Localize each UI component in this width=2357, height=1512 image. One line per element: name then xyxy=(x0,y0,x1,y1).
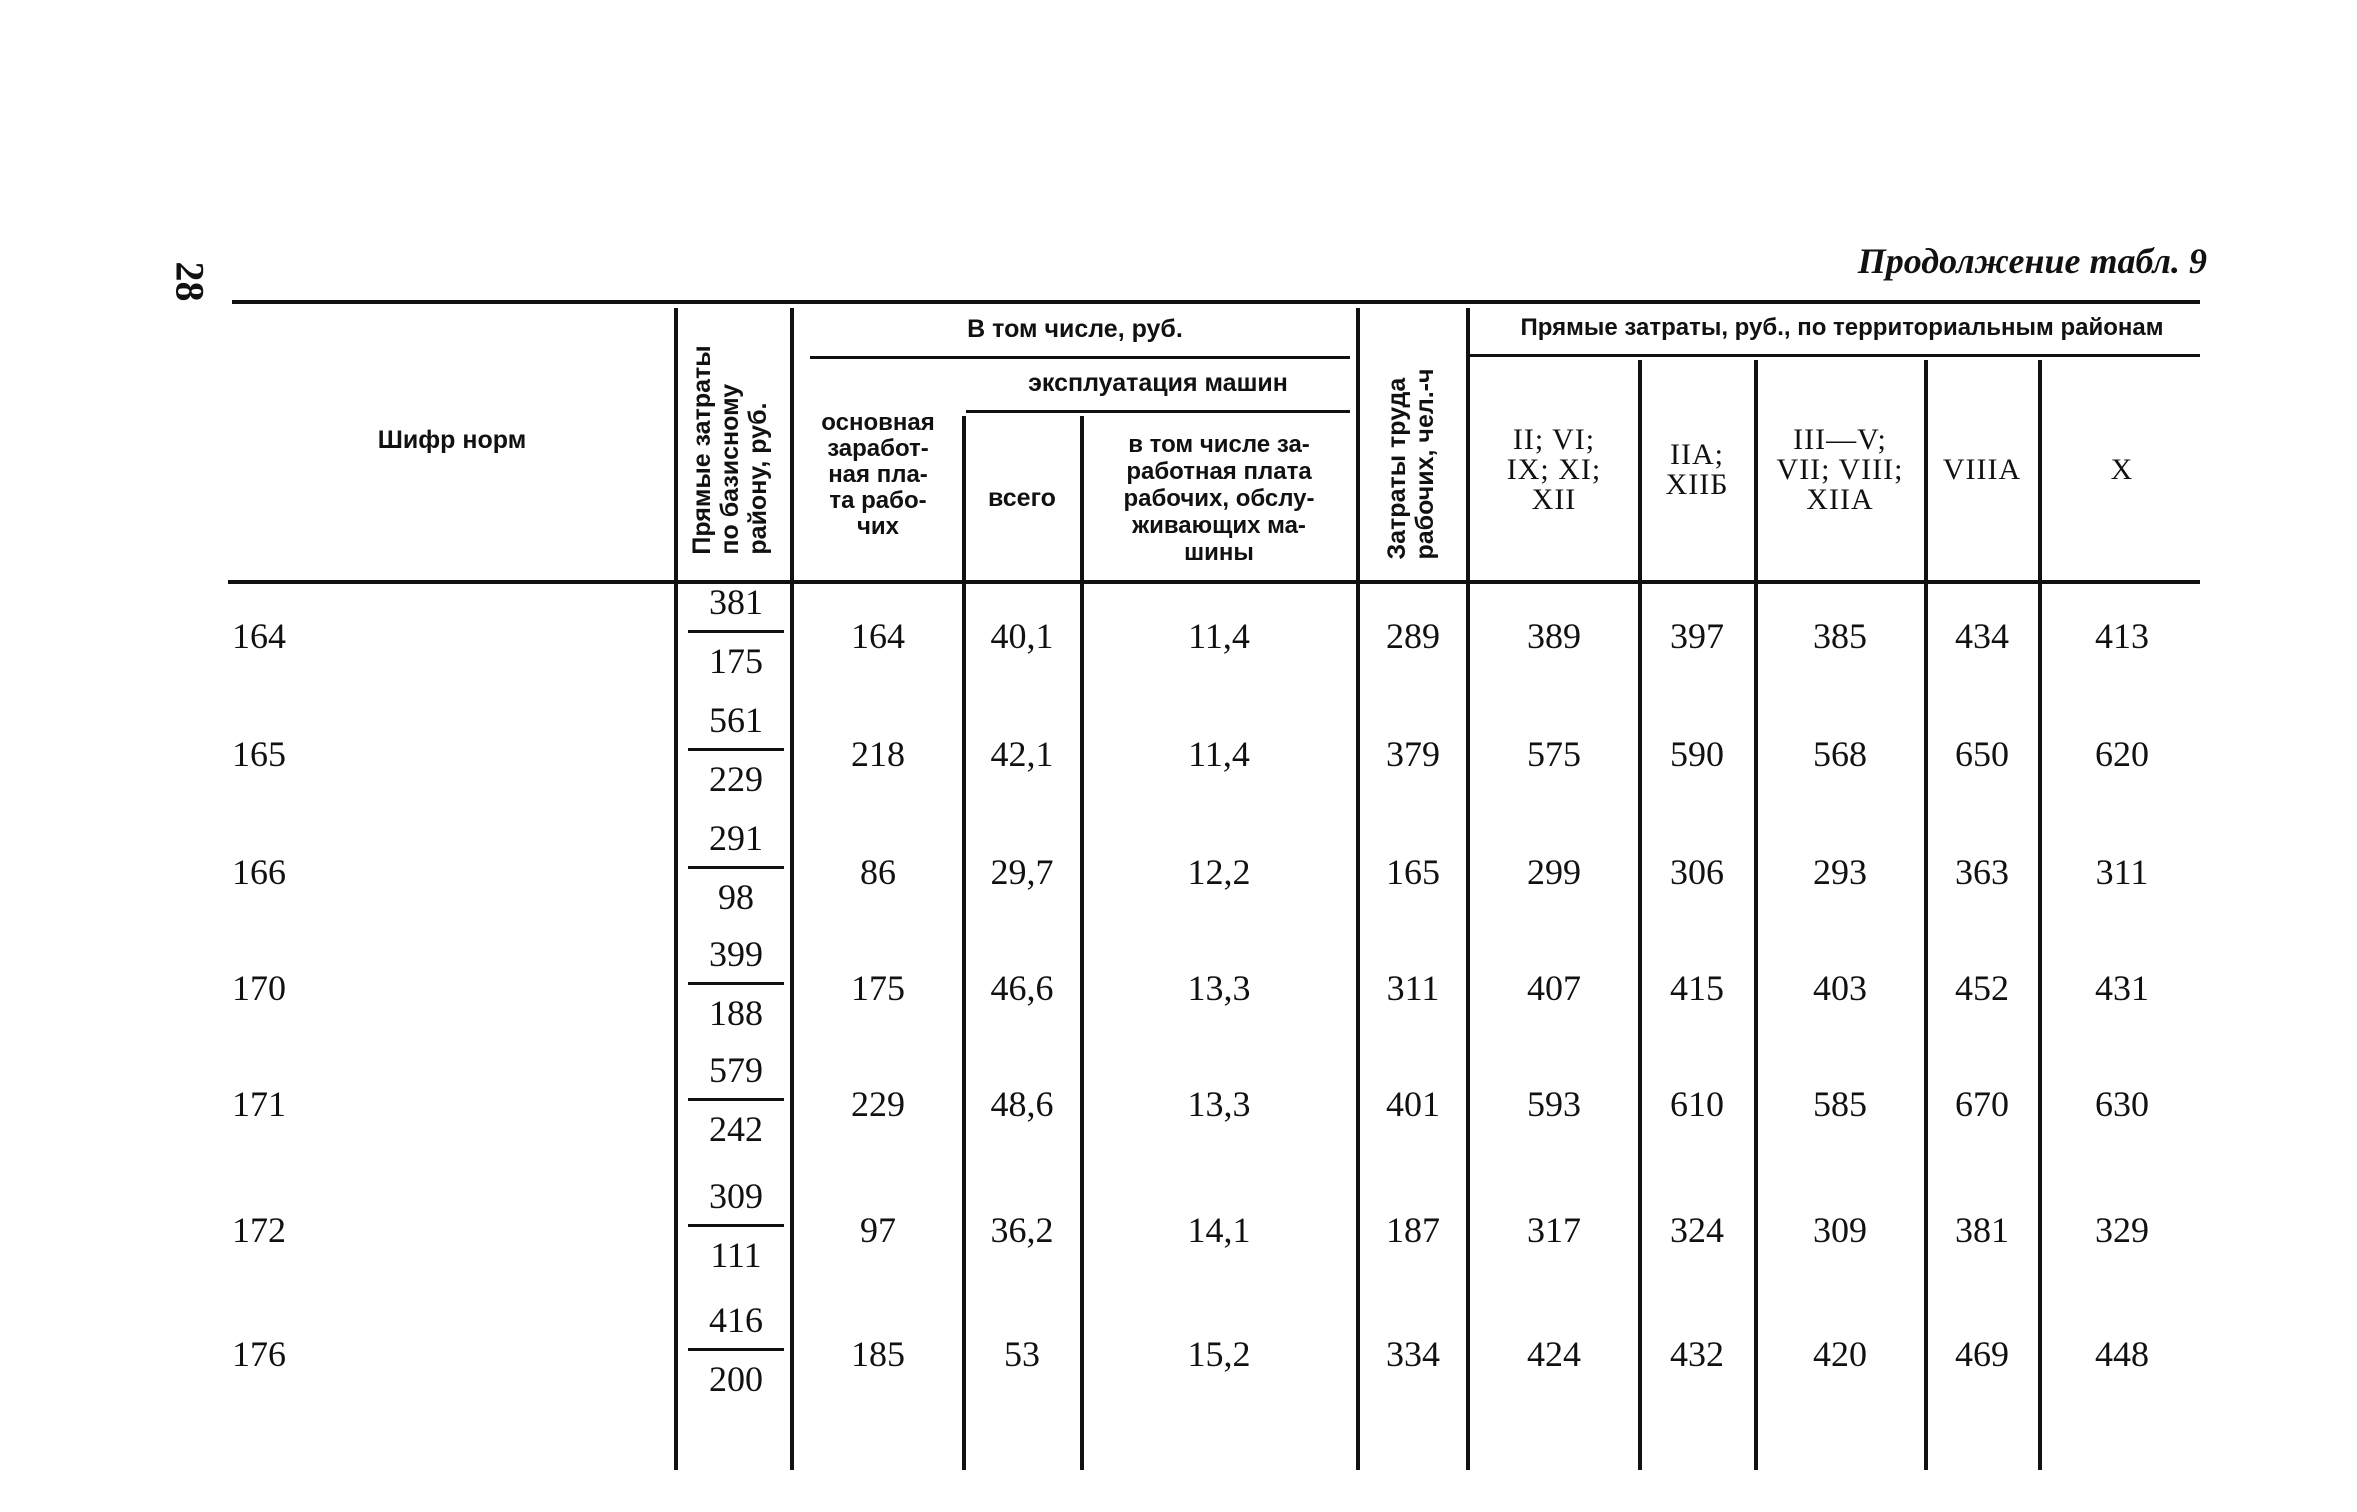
fraction-denominator: 98 xyxy=(718,877,754,917)
header-region-2: IIA; XIIБ xyxy=(1665,438,1729,501)
cell-wages: 185 xyxy=(851,1334,905,1374)
cell-r2: 590 xyxy=(1670,734,1724,774)
cell-r5: 620 xyxy=(2095,734,2149,774)
cell-code: 171 xyxy=(232,1084,286,1124)
cell-r4: 381 xyxy=(1955,1210,2009,1250)
header-rule-machines xyxy=(966,410,1350,413)
cell-labor: 334 xyxy=(1386,1334,1440,1374)
cell-total: 53 xyxy=(1004,1334,1040,1374)
header-base-wages: основная заработ- ная пла- та рабо- чих xyxy=(821,409,935,540)
fraction-numerator: 291 xyxy=(709,818,763,858)
cell-mwages: 11,4 xyxy=(1188,616,1250,656)
cell-r3: 293 xyxy=(1813,852,1867,892)
cell-r1: 593 xyxy=(1527,1084,1581,1124)
column-rule xyxy=(2038,360,2042,1470)
column-rule xyxy=(1924,360,1928,1470)
cell-r4: 452 xyxy=(1955,968,2009,1008)
fraction-bar xyxy=(688,866,784,869)
column-rule xyxy=(674,308,678,1470)
cell-mwages: 13,3 xyxy=(1187,968,1251,1008)
cell-r2: 415 xyxy=(1670,968,1724,1008)
cell-mwages: 13,3 xyxy=(1187,1084,1251,1124)
fraction-bar xyxy=(688,1224,784,1227)
cell-total: 36,2 xyxy=(990,1210,1054,1250)
column-rule xyxy=(1080,416,1084,1470)
column-rule xyxy=(962,416,966,1470)
cell-r5: 630 xyxy=(2095,1084,2149,1124)
cell-r3: 585 xyxy=(1813,1084,1867,1124)
cell-labor: 379 xyxy=(1386,734,1440,774)
cell-r4: 650 xyxy=(1955,734,2009,774)
cell-r4: 469 xyxy=(1955,1334,2009,1374)
header-region-5: X xyxy=(2110,453,2134,486)
cell-total: 48,6 xyxy=(990,1084,1054,1124)
cell-r1: 407 xyxy=(1527,968,1581,1008)
fraction-denominator: 175 xyxy=(709,641,763,681)
cell-wages: 218 xyxy=(851,734,905,774)
header-rule-regions xyxy=(1470,354,2200,357)
cell-direct-costs-fraction xyxy=(680,932,792,1035)
cell-labor: 187 xyxy=(1386,1210,1440,1250)
cell-code: 165 xyxy=(232,734,286,774)
column-rule xyxy=(1638,360,1642,1470)
fraction-denominator: 242 xyxy=(709,1109,763,1149)
fraction-numerator: 561 xyxy=(709,700,763,740)
cell-direct-costs-fraction xyxy=(680,698,792,801)
cell-total: 40,1 xyxy=(990,616,1054,656)
cell-r1: 389 xyxy=(1527,616,1581,656)
cell-r3: 403 xyxy=(1813,968,1867,1008)
cell-r4: 670 xyxy=(1955,1084,2009,1124)
continuation-title: Продолжение табл. 9 xyxy=(1857,241,2207,281)
cell-labor: 289 xyxy=(1386,616,1440,656)
cell-total: 29,7 xyxy=(990,852,1054,892)
cell-r3: 420 xyxy=(1813,1334,1867,1374)
cell-direct-costs-fraction xyxy=(680,816,792,919)
fraction-bar xyxy=(688,630,784,633)
header-region-3: III—V; VII; VIII; XIIA xyxy=(1776,423,1904,516)
column-rule xyxy=(1356,308,1360,1470)
fraction-numerator: 381 xyxy=(709,582,763,622)
fraction-numerator: 416 xyxy=(709,1300,763,1340)
fraction-denominator: 229 xyxy=(709,759,763,799)
fraction-numerator: 579 xyxy=(709,1050,763,1090)
cell-total: 46,6 xyxy=(990,968,1054,1008)
cell-mwages: 14,1 xyxy=(1187,1210,1251,1250)
cell-r5: 413 xyxy=(2095,616,2149,656)
header-machine-wages: в том числе за- работная плата рабочих, обслу- живающих ма- шины xyxy=(1123,430,1315,566)
cell-r3: 385 xyxy=(1813,616,1867,656)
fraction-denominator: 188 xyxy=(709,993,763,1033)
fraction-bar xyxy=(688,748,784,751)
cell-r5: 329 xyxy=(2095,1210,2149,1250)
header-machine-operation: эксплуатация машин xyxy=(1028,369,1288,397)
cell-r4: 434 xyxy=(1955,616,2009,656)
cell-r5: 448 xyxy=(2095,1334,2149,1374)
cell-wages: 229 xyxy=(851,1084,905,1124)
cell-r2: 610 xyxy=(1670,1084,1724,1124)
cell-r2: 432 xyxy=(1670,1334,1724,1374)
header-direct-costs-base: Прямые затраты по базисному району, руб. xyxy=(688,345,772,555)
cell-r3: 309 xyxy=(1813,1210,1867,1250)
cell-wages: 175 xyxy=(851,968,905,1008)
fraction-numerator: 399 xyxy=(709,934,763,974)
cell-direct-costs-fraction xyxy=(680,580,792,683)
cell-code: 170 xyxy=(232,968,286,1008)
header-region-4: VIIIA xyxy=(1942,453,2022,486)
cell-direct-costs-fraction xyxy=(680,1298,792,1401)
cell-r4: 363 xyxy=(1955,852,2009,892)
table-top-rule xyxy=(232,300,2200,304)
header-including: В том числе, руб. xyxy=(967,315,1183,343)
cell-direct-costs-fraction xyxy=(680,1174,792,1277)
page-number: 28 xyxy=(167,261,213,302)
fraction-bar xyxy=(688,982,784,985)
cell-labor: 165 xyxy=(1386,852,1440,892)
cell-r1: 299 xyxy=(1527,852,1581,892)
fraction-denominator: 200 xyxy=(709,1359,763,1399)
fraction-bar xyxy=(688,1098,784,1101)
header-region-1: II; VI; IX; XI; XII xyxy=(1506,423,1602,516)
cell-r5: 431 xyxy=(2095,968,2149,1008)
cell-wages: 86 xyxy=(860,852,896,892)
cell-r1: 424 xyxy=(1527,1334,1581,1374)
cell-labor: 311 xyxy=(1386,968,1440,1008)
column-rule xyxy=(1466,308,1470,1470)
cell-direct-costs-fraction xyxy=(680,1048,792,1151)
cell-code: 172 xyxy=(232,1210,286,1250)
header-direct-costs-regions: Прямые затраты, руб., по территориальным районам xyxy=(1520,314,2164,341)
cell-mwages: 15,2 xyxy=(1187,1334,1251,1374)
cell-r3: 568 xyxy=(1813,734,1867,774)
fraction-denominator: 111 xyxy=(710,1235,762,1275)
cell-code: 166 xyxy=(232,852,286,892)
cell-wages: 97 xyxy=(860,1210,896,1250)
cell-total: 42,1 xyxy=(990,734,1054,774)
header-machine-total: всего xyxy=(988,484,1056,512)
cell-r2: 324 xyxy=(1670,1210,1724,1250)
header-labor-costs: Затраты труда рабочих, чел.-ч xyxy=(1383,368,1439,560)
cell-r1: 317 xyxy=(1527,1210,1581,1250)
cell-r2: 397 xyxy=(1670,616,1724,656)
cell-r1: 575 xyxy=(1527,734,1581,774)
cell-r5: 311 xyxy=(2095,852,2149,892)
cell-labor: 401 xyxy=(1386,1084,1440,1124)
cell-wages: 164 xyxy=(851,616,905,656)
cell-code: 176 xyxy=(232,1334,286,1374)
cell-mwages: 11,4 xyxy=(1188,734,1250,774)
cell-mwages: 12,2 xyxy=(1187,852,1251,892)
fraction-numerator: 309 xyxy=(709,1176,763,1216)
cell-r2: 306 xyxy=(1670,852,1724,892)
fraction-bar xyxy=(688,1348,784,1351)
cell-code: 164 xyxy=(232,616,286,656)
header-code: Шифр норм xyxy=(377,426,527,454)
header-rule-including xyxy=(810,356,1350,359)
header-bottom-rule xyxy=(228,580,2200,584)
